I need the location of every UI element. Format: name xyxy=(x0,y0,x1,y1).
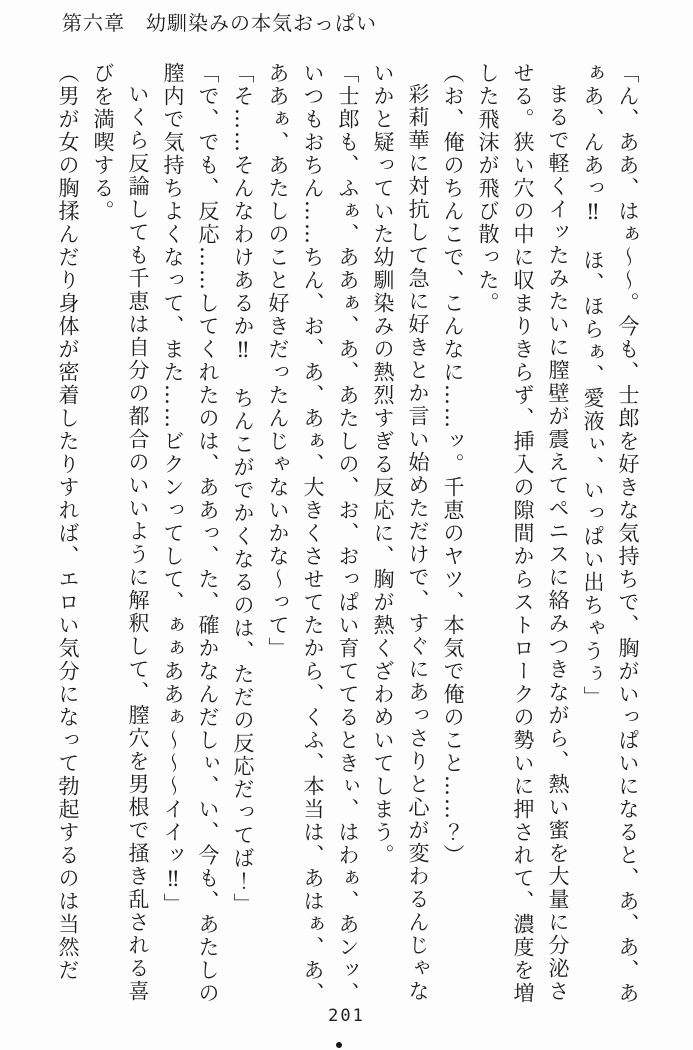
chapter-header: 第六章 幼馴染みの本気おっぱい xyxy=(62,11,377,35)
paragraph-narrative-2: 彩莉華に対抗して急に好きとか言い始めただけで、すぐにあっさりと心が変わるんじゃないかと疑っていた幼馴染みの熱烈すぎる反応に、胸が熱くざわめいてしまう。 xyxy=(371,62,430,1003)
page-number: 201 xyxy=(328,1006,365,1026)
paragraph-dialogue-2: 「士郎も、ふぁ、ああぁ、あ、あたしの、お、おっぱい育ててるときぃ、はわぁ、あンッ、いつもおちん……ちん、お、あ、あぁ、大きくさせてたから、くふ、本当は、あはぁ、あ、ああぁ、あたしのこと好きだったんじゃないかな～って」 xyxy=(266,62,360,1005)
paragraph-narrative-1: まるで軽くイッたみたいに膣壁が震えてペニスに絡みつきながら、熱い蜜を大量に分泌させる。狭い穴の中に収まりきらず、挿入の隙間からストロークの勢いに押されて、濃度を増した飛沫が飛び散った。 xyxy=(476,62,570,1005)
paragraph-narrative-3: いくら反論しても千恵は自分の都合のいいように解釈して、膣穴を男根で掻き乱される喜びを満喫する。 xyxy=(91,62,150,1003)
body-text xyxy=(50,62,645,1007)
paragraph-dialogue-3: 「そ……そんなわけあるか‼ ちんこがでかくなるのは、ただの反応だってば！」 xyxy=(231,62,255,916)
page-ornament-dot xyxy=(336,1042,342,1048)
paragraph-dialogue-1: 「ん、ああ、はぁ～～。今も、士郎を好きな気持ちで、胸がいっぱいになると、あ、あ、あぁあ、んあっ‼ ほ、ほらぁ、愛液ぃ、いっぱい出ちゃうぅ」 xyxy=(581,62,640,1005)
paragraph-dialogue-4: 「で、でも、反応……してくれたのは、ああっ、た、確かなんだしぃ、い、今も、あたしの膣内で気持ちよくなって、また……ビクンってして、ぁぁああぁ～～～イイッ‼」 xyxy=(161,62,220,1005)
paragraph-monologue-1: （お、俺のちんこで、こんなに……ッ。千恵のヤツ、本気で俺のこと……？） xyxy=(441,62,465,867)
paragraph-monologue-2: （男が女の胸揉んだり身体が密着したりすれば、エロい気分になって勃起するのは当然だ xyxy=(56,62,80,982)
